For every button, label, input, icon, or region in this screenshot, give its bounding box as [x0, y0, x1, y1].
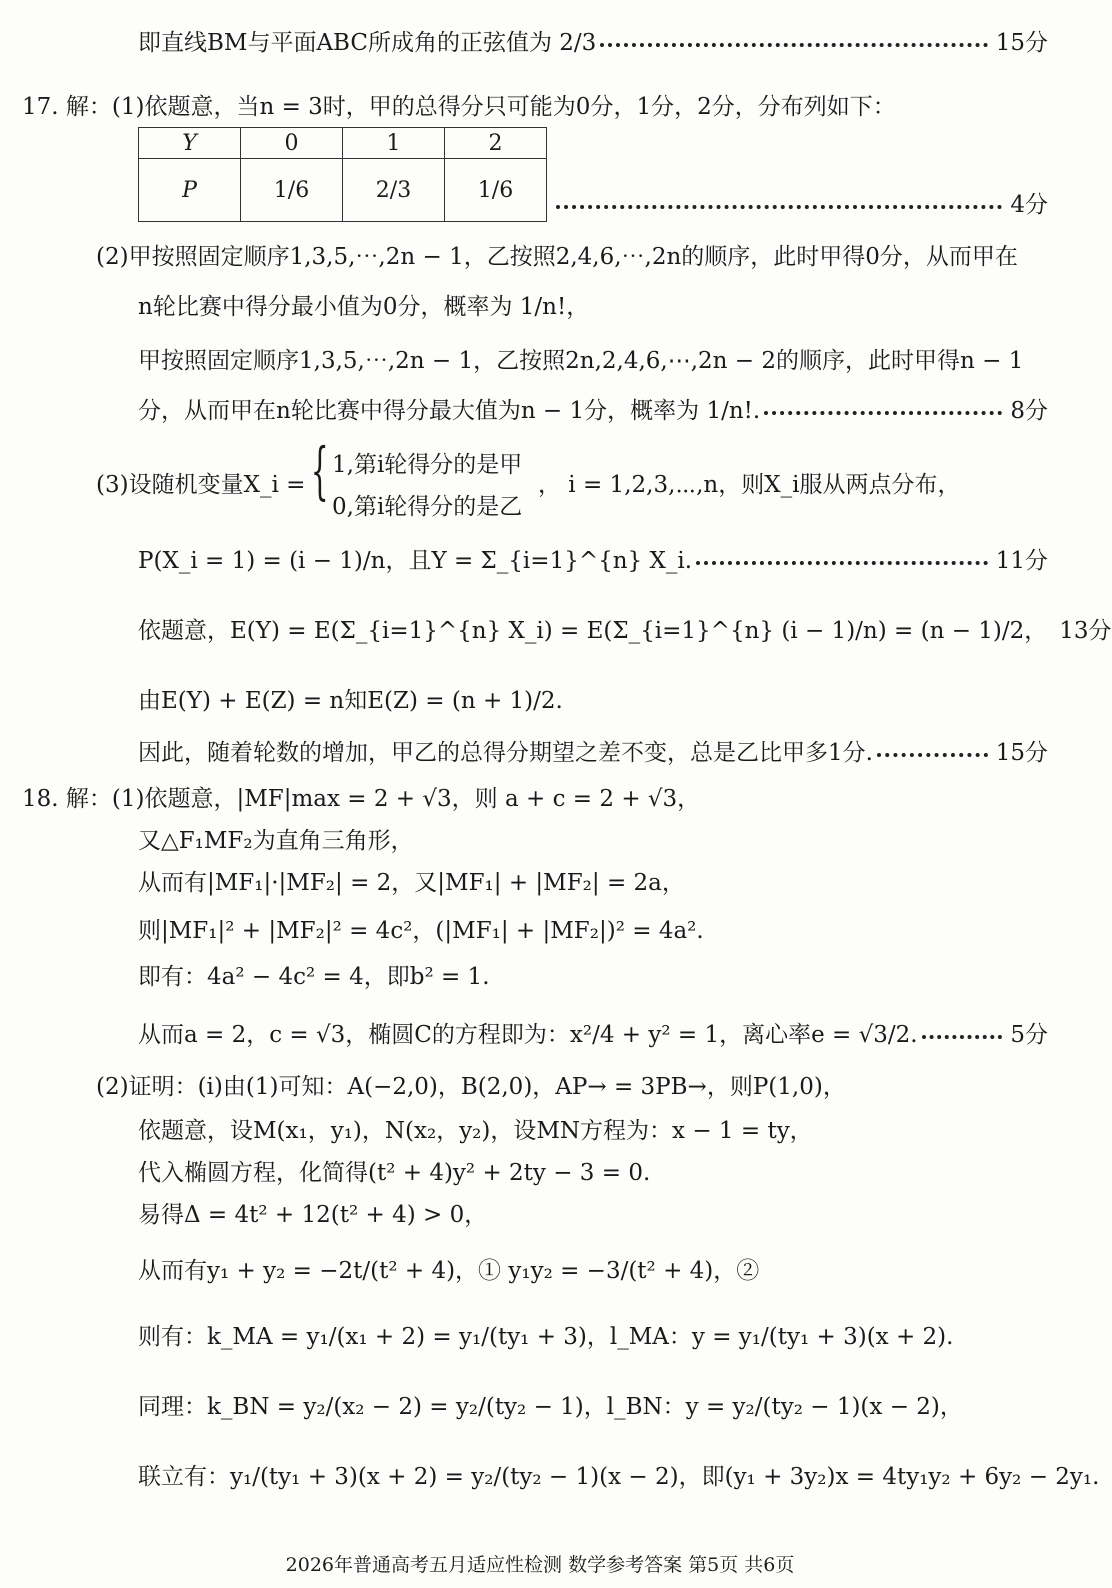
dot-leader	[600, 43, 987, 47]
p18-line-kbn: 同理：k_BN = y₂/(x₂ − 2) = y₂/(ty₂ − 1)，l_BN：y = y₂/(ty₂ − 1)(x − 2)，	[138, 1394, 963, 1420]
score-label: 4分	[1010, 192, 1048, 218]
part-3-case-1: 1,第i轮得分的是甲	[332, 452, 523, 478]
table-cell: 1/6	[445, 159, 547, 222]
part-2-line-1: (2)甲按照固定顺序1,3,5,⋯,2n − 1，乙按照2,4,6,⋯,2n的顺序，此时甲得0分，从而甲在	[96, 244, 1018, 270]
part-2-line-3: 甲按照固定顺序1,3,5,⋯,2n − 1，乙按照2n,2,4,6,⋯,2n − 2的顺序，此时甲得n − 1	[138, 348, 1024, 374]
line-text: 即直线BM与平面ABC所成角的正弦值为 2/3	[138, 30, 597, 56]
p18-line-joint: 联立有：y₁/(ty₁ + 3)(x + 2) = y₂/(ty₂ − 1)(x − 2)，即(y₁ + 3y₂)x = 4ty₁y₂ + 6y₂ − 2y₁.	[138, 1464, 1100, 1490]
problem-17-intro: 17. 解：(1)依题意，当n = 3时，甲的总得分只可能为0分，1分，2分，分布列如下：	[22, 94, 896, 120]
part-3-def-right: ， i = 1,2,3,⋯,n，则X_i服从两点分布，	[538, 472, 961, 498]
page-footer: 2026年普通高考五月适应性检测 数学参考答案 第5页 共6页	[285, 1554, 795, 1576]
part-2-line-2: n轮比赛中得分最小值为0分，概率为 1/n!，	[138, 294, 590, 320]
p18-line-delta: 易得Δ = 4t² + 12(t² + 4) > 0，	[138, 1202, 488, 1228]
table-row	[139, 159, 547, 222]
table-header-cell: 0	[241, 128, 343, 159]
dot-leader	[764, 411, 1002, 415]
brace-symbol: {	[310, 434, 329, 507]
line-text: 因此，随着轮数的增加，甲乙的总得分期望之差不变，总是乙比甲多1分.	[138, 740, 873, 766]
line-bm-sine	[138, 24, 1048, 57]
part-3-def-left: (3)设随机变量X_i =	[96, 472, 306, 498]
problem-18-intro: 18. 解：(1)依题意，|MF|max = 2 + √3，则 a + c = 2 + √3，	[22, 786, 701, 812]
score-label: 8分	[1010, 398, 1048, 424]
score-label: 5分	[1010, 1022, 1048, 1048]
p18-line-4: 则|MF₁|² + |MF₂|² = 4c²，(|MF₁| + |MF₂|)² = 4a².	[138, 918, 704, 944]
p18-line-sub: 代入椭圆方程，化简得(t² + 4)y² + 2ty − 3 = 0.	[138, 1160, 651, 1186]
p18-ellipse-line	[138, 1016, 1048, 1049]
part-3-case-2: 0,第i轮得分的是乙	[332, 494, 523, 520]
part-3-prob-line	[138, 542, 1048, 575]
part-3-conclusion	[138, 734, 1048, 767]
p18-line-kma: 则有：k_MA = y₁/(x₁ + 2) = y₁/(ty₁ + 3)，l_MA：y = y₁/(ty₁ + 3)(x + 2).	[138, 1324, 954, 1350]
dot-leader	[877, 753, 988, 757]
score-label: 15分	[995, 30, 1048, 56]
part-3-ez-line: 由E(Y) + E(Z) = n知E(Z) = (n + 1)/2.	[138, 688, 563, 714]
p18-line-5: 即有：4a² − 4c² = 4，即b² = 1.	[138, 964, 490, 990]
p18-line-mn: 依题意，设M(x₁，y₁)，N(x₂，y₂)，设MN方程为：x − 1 = ty，	[138, 1118, 813, 1144]
table-header-cell: Y	[139, 128, 241, 159]
part-3-expect-line	[138, 612, 1112, 645]
score-label: 11分	[995, 548, 1048, 574]
score-label: 13分	[1059, 618, 1112, 644]
line-text: 依题意，E(Y) = E(Σ_{i=1}^{n} X_i) = E(Σ_{i=1}^{n} (i − 1)/n) = (n − 1)/2，	[138, 618, 1048, 644]
table-cell: 2/3	[343, 159, 445, 222]
table-cell: 1/6	[241, 159, 343, 222]
table-score-line	[552, 186, 1048, 219]
p18-part-2-intro: (2)证明：(i)由(1)可知：A(−2,0)，B(2,0)，AP→ = 3PB→，则P(1,0)，	[96, 1074, 846, 1100]
dot-leader	[696, 561, 988, 565]
score-label: 15分	[995, 740, 1048, 766]
dot-leader	[922, 1035, 1003, 1039]
table-header-cell: 2	[445, 128, 547, 159]
p18-line-vieta: 从而有y₁ + y₂ = −2t/(t² + 4)，① y₁y₂ = −3/(t² + 4)，②	[138, 1258, 760, 1284]
distribution-table	[138, 127, 547, 222]
table-row-label: P	[139, 159, 241, 222]
dot-leader	[556, 205, 1002, 209]
p18-line-3: 从而有|MF₁|·|MF₂| = 2，又|MF₁| + |MF₂| = 2a，	[138, 870, 685, 896]
line-text: 从而a = 2，c = √3，椭圆C的方程即为：x²/4 + y² = 1，离心率e = √3/2.	[138, 1022, 918, 1048]
part-2-line-4	[138, 392, 1048, 425]
line-text: P(X_i = 1) = (i − 1)/n，且Y = Σ_{i=1}^{n} X_i.	[138, 548, 693, 574]
table-header-cell: 1	[343, 128, 445, 159]
p18-line-2: 又△F₁MF₂为直角三角形，	[138, 828, 414, 854]
table-row	[139, 128, 547, 159]
line-text: 分，从而甲在n轮比赛中得分最大值为n − 1分，概率为 1/n!.	[138, 398, 761, 424]
